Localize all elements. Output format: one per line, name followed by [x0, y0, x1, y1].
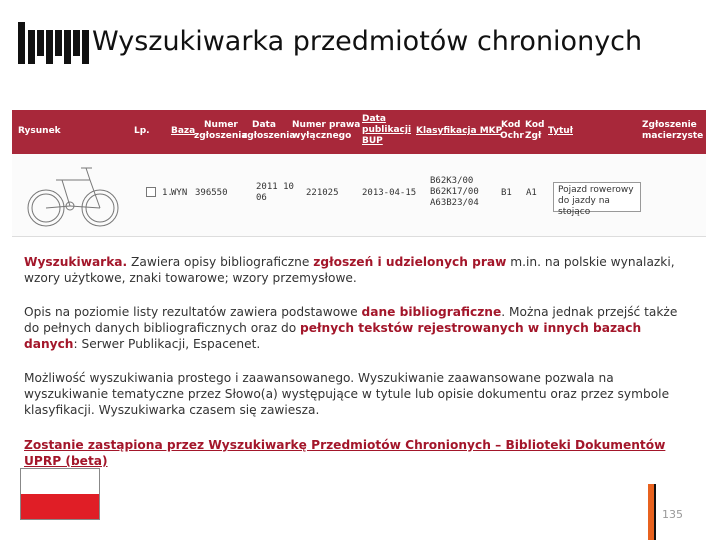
cell-data-zgloszenia-line1: 2011 10	[256, 182, 294, 192]
header-numer-zgloszenia-line2: zgłoszenia	[194, 131, 248, 141]
cell-klasyfikacja-line2: B62K17/00	[430, 187, 479, 197]
cell-tytul[interactable]: Pojazd rowerowy do jazdy na stojąco	[553, 182, 641, 212]
cell-lp: 1.	[162, 188, 173, 198]
header-numer-prawa-line1: Numer prawa	[292, 120, 361, 130]
cell-klasyfikacja	[430, 176, 479, 209]
header-kod-ochr-line2: Ochr	[500, 131, 524, 141]
paragraph-search-modes: Możliwość wyszukiwania prostego i zaawansowanego. Wyszukiwanie zaawansowane pozwala na wyszukiwanie tematyczne przez Słowo(a) występujące w tytule lub opisie dokumentu oraz przez symbole klasyfikacji. Wyszukiwarka czasem się zawiesza.	[24, 371, 670, 417]
cell-numer-prawa[interactable]: 221025	[306, 188, 339, 198]
paragraph-results	[24, 304, 696, 352]
p2-text-e: : Serwer Publikacji, Espacenet.	[73, 337, 261, 351]
highlight-zgloszen: zgłoszeń i udzielonych praw	[313, 255, 507, 269]
header-data-publikacji-line2: publikacji	[362, 125, 412, 135]
flag-white-stripe	[21, 469, 99, 494]
highlight-dane-bibliograficzne: dane bibliograficzne	[361, 305, 502, 319]
search-results-table	[12, 110, 706, 236]
cell-klasyfikacja-line1: B62K3/00	[430, 176, 474, 186]
replacement-link[interactable]: Zostanie zastąpiona przez Wyszukiwarkę Przedmiotów Chronionych – Biblioteki Dokumentów UPRP (beta)	[24, 438, 666, 468]
p1-text-b: Zawiera opisy bibliograficzne	[127, 255, 314, 269]
polish-flag-icon	[20, 468, 100, 520]
paragraph-replacement	[24, 437, 696, 469]
header-data-zgloszenia[interactable]	[242, 120, 295, 142]
header-data-publikacji[interactable]	[362, 114, 411, 147]
cell-data-zgloszenia	[256, 182, 294, 204]
page-accent-line	[654, 484, 656, 540]
table-header	[12, 110, 706, 154]
page-number: 135	[662, 508, 683, 521]
header-kod-zgl-line1: Kod	[525, 120, 545, 130]
header-kod-zgl[interactable]	[525, 120, 544, 142]
cell-data-publikacji: 2013-04-15	[362, 188, 417, 198]
header-numer-prawa-line2: wyłącznego	[292, 131, 352, 141]
header-data-zgloszenia-line2: zgłoszenia	[242, 131, 296, 141]
header-data-publikacji-line3: BUP	[362, 136, 383, 146]
table-row[interactable]	[12, 154, 706, 237]
header-numer-prawa[interactable]	[292, 120, 360, 142]
header-zgloszenie-macierzyste[interactable]	[642, 120, 703, 142]
paragraph-description	[24, 254, 696, 286]
header-numer-zgloszenia-line1: Numer	[204, 120, 238, 130]
cell-numer-zgloszenia[interactable]: 396550	[195, 188, 228, 198]
p2-text-c: . Można jednak przejść także do pełnych danych bibliograficznych oraz do	[24, 305, 678, 335]
header-numer-zgloszenia[interactable]	[194, 120, 247, 142]
flag-red-stripe	[21, 494, 99, 519]
header-tytul[interactable]: Tytuł	[548, 126, 573, 136]
uprp-logo	[18, 22, 98, 64]
p1-text-d: m.in. na polskie wynalazki, wzory użytkowe, znaki towarowe; wzory przemysłowe.	[24, 255, 675, 285]
highlight-wyszukiwarka: Wyszukiwarka.	[24, 255, 128, 269]
cell-klasyfikacja-line3: A63B23/04	[430, 198, 479, 208]
header-data-zgloszenia-line1: Data	[252, 120, 276, 130]
p2-text-a: Opis na poziomie listy rezultatów zawiera podstawowe	[24, 305, 362, 319]
header-baza[interactable]: Baza	[171, 126, 196, 136]
cell-kod-ochr: B1	[501, 188, 512, 198]
highlight-pelne-teksty: pełnych tekstów rejestrowanych w innych bazach danych	[24, 321, 642, 351]
header-kod-ochr-line1: Kod	[501, 120, 521, 130]
header-lp: Lp.	[134, 126, 150, 136]
cell-data-zgloszenia-line2: 06	[256, 193, 267, 203]
header-kod-ochr[interactable]	[500, 120, 524, 142]
row-select-checkbox[interactable]	[146, 187, 156, 197]
bicycle-drawing-image	[26, 158, 122, 234]
header-kod-zgl-line2: Zgł	[525, 131, 542, 141]
cell-kod-zgl: A1	[526, 188, 537, 198]
header-zgloszenie-line2: macierzyste	[642, 131, 704, 141]
slide-title: Wyszukiwarka przedmiotów chronionych	[92, 26, 643, 57]
header-rysunek: Rysunek	[18, 126, 61, 136]
header-klasyfikacja[interactable]: Klasyfikacja MKP	[416, 126, 503, 136]
header-data-publikacji-line1: Data	[362, 114, 386, 124]
cell-baza: WYN	[171, 188, 188, 198]
header-zgloszenie-line1: Zgłoszenie	[642, 120, 697, 130]
